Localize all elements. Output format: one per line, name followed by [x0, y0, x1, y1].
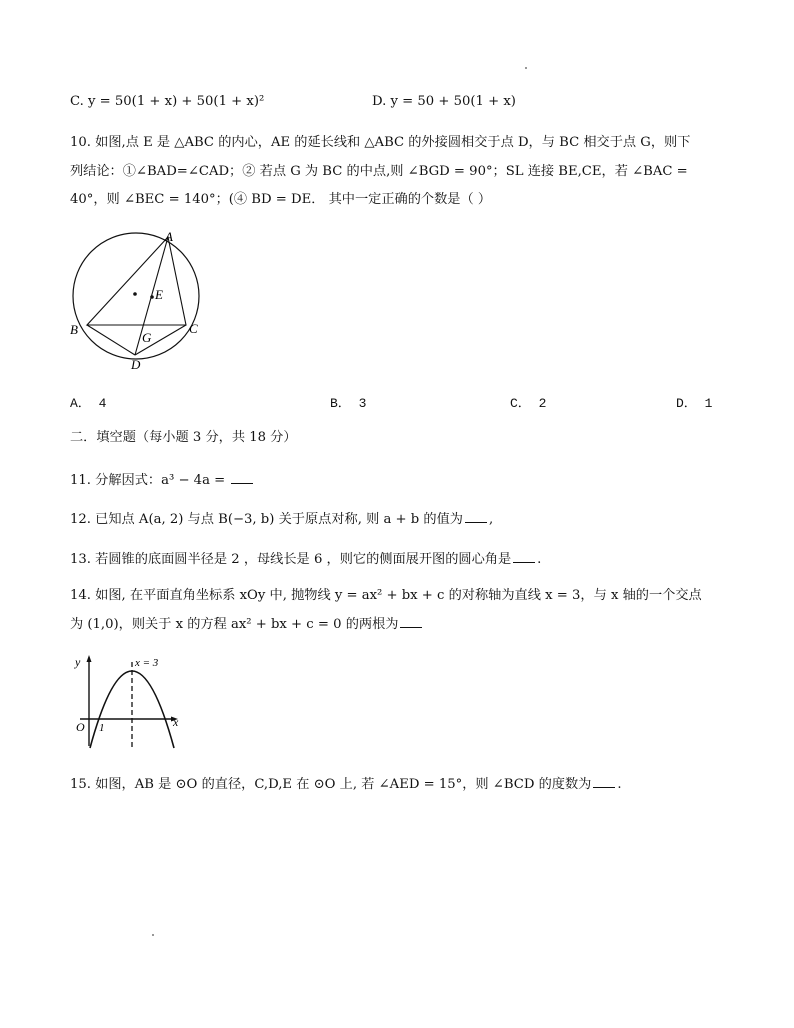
- q10-figure: [65, 228, 205, 373]
- label-g: G: [142, 330, 152, 345]
- label-b: B: [70, 322, 78, 337]
- q11-text: 11. 分解因式：a³ − 4a =: [70, 473, 226, 488]
- q12-answer-blank: [465, 511, 487, 523]
- q10-line-2: 列结论：①∠BAD=∠CAD；② 若点 G 为 BC 的中点,则 ∠BGD = 90°；SL 连接 BE,CE，若 ∠BAC =: [70, 164, 688, 179]
- segment-bd: [87, 325, 135, 355]
- q15-answer-blank: [593, 776, 615, 788]
- label-d: D: [131, 357, 141, 372]
- q14-line-2-text: 为 (1,0)，则关于 x 的方程 ax² + bx + c = 0 的两根为: [70, 617, 399, 632]
- q10-option-d: D． 1: [676, 396, 713, 411]
- q10-option-a: A． 4: [70, 396, 107, 411]
- q9-option-c: C. y = 50(1 + x) + 50(1 + x)²: [70, 94, 265, 109]
- label-one: 1: [99, 722, 105, 734]
- q14-line-1: 14. 如图, 在平面直角坐标系 xOy 中, 抛物线 y = ax² + bx + c 的对称轴为直线 x = 3，与 x 轴的一个交点: [70, 588, 702, 603]
- q13-text: 13. 若圆锥的底面圆半径是 2 ，母线长是 6 ，则它的侧面展开图的圆心角是: [70, 552, 512, 567]
- label-x-equals-3: x = 3: [135, 657, 159, 669]
- q11-answer-blank: [231, 472, 253, 484]
- q9-option-d: D. y = 50 + 50(1 + x): [372, 94, 516, 109]
- q12-tail: ,: [488, 512, 494, 527]
- label-origin: O: [76, 720, 85, 734]
- y-axis-arrow: [87, 655, 92, 662]
- section-2-title: 二．填空题（每小题 3 分，共 18 分）: [70, 430, 297, 445]
- speck-bottom: [152, 934, 154, 936]
- q15: [70, 776, 622, 791]
- q13-answer-blank: [513, 551, 535, 563]
- q12: [70, 511, 493, 526]
- q14-line-2: [70, 616, 424, 631]
- q15-tail: .: [617, 777, 622, 792]
- incenter-dot: [150, 295, 154, 299]
- q13-tail: .: [537, 552, 542, 567]
- q10-line-3: 40°，则 ∠BEC = 140°；(④ BD = DE． 其中一定正确的个数是（ ）: [70, 192, 492, 207]
- triangle-abc: [87, 237, 186, 325]
- q11: [70, 472, 255, 487]
- q10-option-c: C． 2: [510, 396, 547, 411]
- label-x: x: [173, 715, 179, 729]
- q14-answer-blank: [400, 616, 422, 628]
- label-e: E: [155, 287, 163, 302]
- label-a: A: [165, 229, 173, 244]
- q15-text: 15. 如图，AB 是 ⊙O 的直径，C,D,E 在 ⊙O 上, 若 ∠AED = 15°，则 ∠BCD 的度数为: [70, 777, 592, 792]
- q13: [70, 551, 541, 566]
- label-c: C: [189, 321, 198, 336]
- q14-figure: [72, 652, 192, 752]
- q12-text: 12. 已知点 A(a, 2) 与点 B(−3, b) 关于原点对称, 则 a + b 的值为: [70, 512, 463, 527]
- speck-top: [525, 67, 527, 69]
- q10-line-1: 10. 如图,点 E 是 △ABC 的内心，AE 的延长线和 △ABC 的外接圆相交于点 D，与 BC 相交于点 G，则下: [70, 135, 691, 150]
- q10-option-b: B． 3: [330, 396, 367, 411]
- label-y: y: [75, 655, 81, 669]
- circle-center-dot: [133, 292, 137, 296]
